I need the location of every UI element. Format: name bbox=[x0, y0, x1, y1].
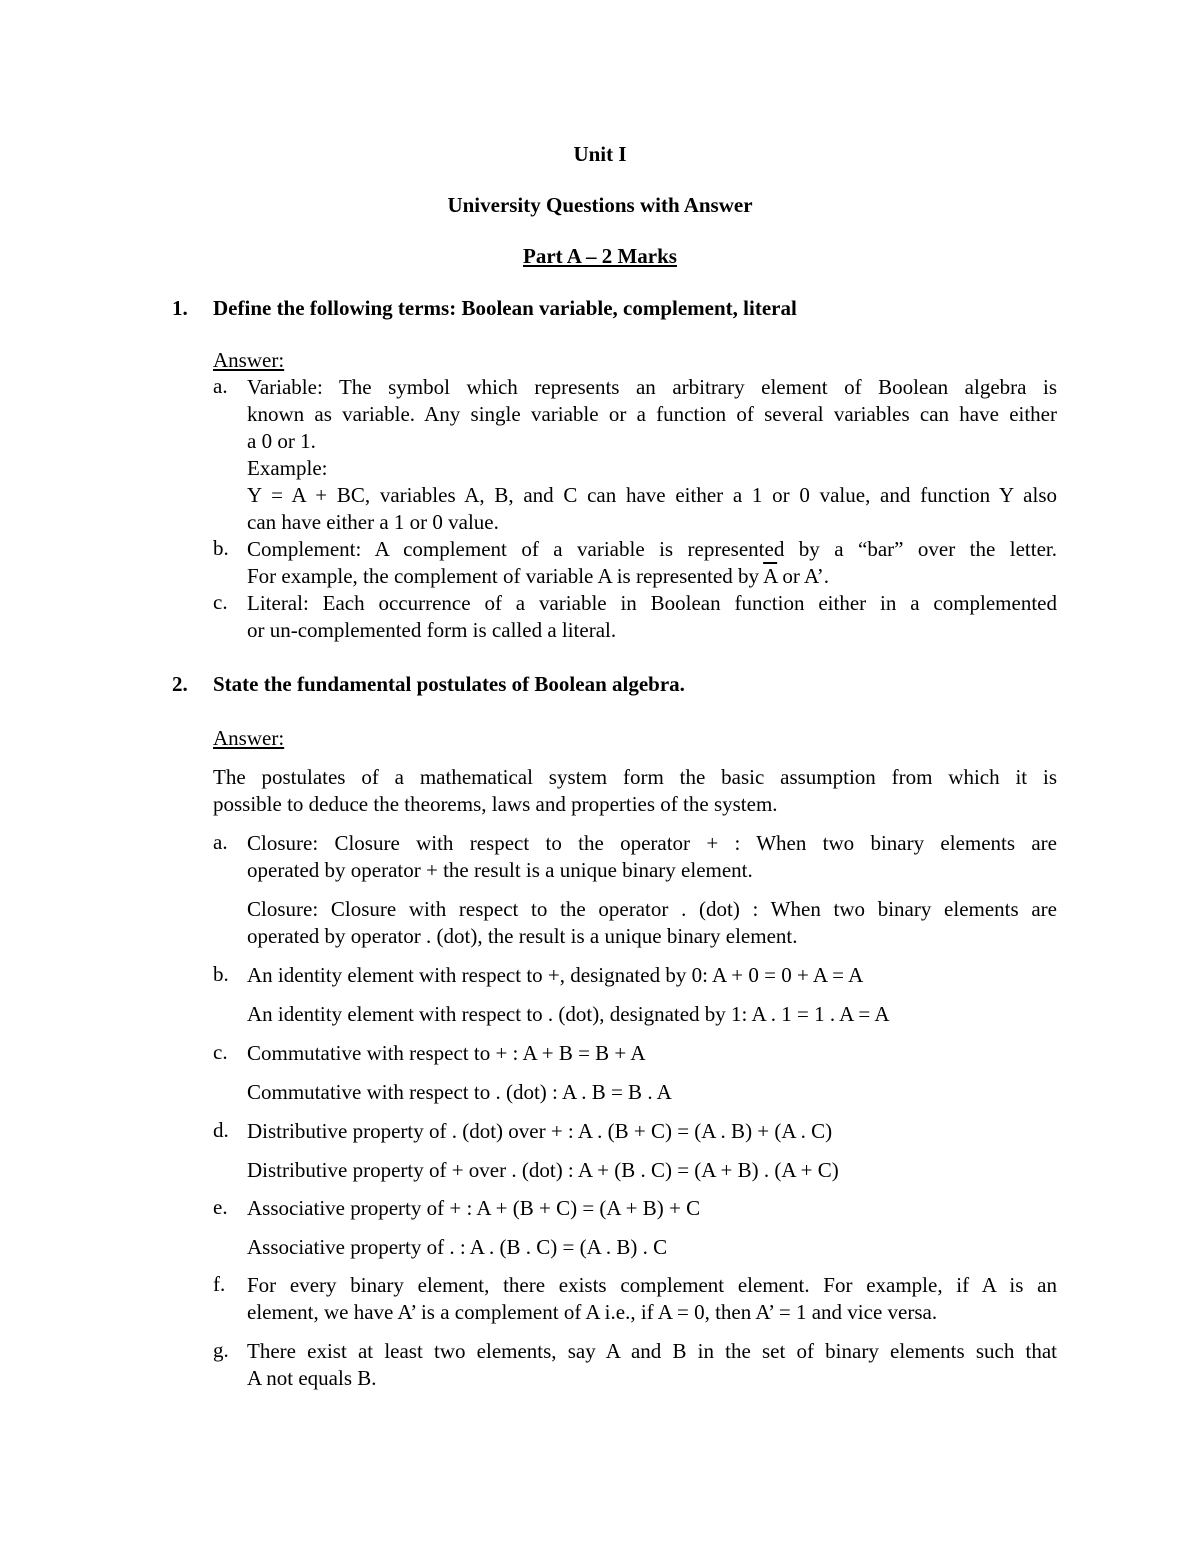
q1-item-c bbox=[247, 590, 1057, 644]
q2-g-line: There exist at least two elements, say A and B in the set of binary elements such that bbox=[247, 1339, 1057, 1363]
q1-c-line: Literal: Each occurrence of a variable in Boolean function either in a complemented bbox=[247, 591, 1057, 615]
part-heading: Part A – 2 Marks bbox=[523, 244, 677, 268]
q2-a-line: Closure: Closure with respect to the operator . (dot) : When two binary elements are bbox=[247, 897, 1057, 921]
q1-item-b-marker: b. bbox=[213, 536, 229, 560]
q1-b-line: Complement: A complement of a variable is represented by a “bar” over the letter. bbox=[247, 537, 1057, 561]
q2-intro bbox=[213, 764, 1057, 818]
q2-c-line: Commutative with respect to + : A + B = B + A bbox=[247, 1041, 646, 1065]
q2-intro-line: The postulates of a mathematical system form the basic assumption from which it is bbox=[213, 765, 1057, 789]
q2-item-c-p2 bbox=[247, 1079, 1057, 1106]
q2-item-b-marker: b. bbox=[213, 962, 229, 986]
q1-item-c-marker: c. bbox=[213, 590, 228, 614]
q1-item-a-marker: a. bbox=[213, 374, 228, 398]
unit-title: Unit I bbox=[573, 142, 627, 166]
q2-answer-label: Answer: bbox=[213, 726, 285, 750]
q2-item-a-p2 bbox=[247, 896, 1057, 950]
document-subtitle: University Questions with Answer bbox=[447, 193, 753, 217]
q2-answer-label-wrap bbox=[213, 726, 284, 751]
q2-item-f bbox=[247, 1272, 1057, 1326]
q2-d-line: Distributive property of + over . (dot) : A + (B . C) = (A + B) . (A + C) bbox=[247, 1158, 839, 1182]
q1-a-line: a 0 or 1. bbox=[247, 429, 316, 453]
q2-d-line: Distributive property of . (dot) over + : A . (B + C) = (A . B) + (A . C) bbox=[247, 1119, 833, 1143]
q2-item-a-marker: a. bbox=[213, 830, 228, 854]
q1-b-text-end: or A’. bbox=[777, 564, 830, 588]
q1-a-line: Y = A + BC, variables A, B, and C can have either a 1 or 0 value, and function Y also bbox=[247, 483, 1057, 507]
q2-item-d-marker: d. bbox=[213, 1118, 229, 1142]
q2-f-line: element, we have A’ is a complement of A i.e., if A = 0, then A’ = 1 and vice versa. bbox=[247, 1300, 938, 1324]
q2-e-line: Associative property of + : A + (B + C) = (A + B) + C bbox=[247, 1196, 701, 1220]
q2-item-a-p1 bbox=[247, 830, 1057, 884]
q2-item-c-marker: c. bbox=[213, 1040, 228, 1064]
part-heading-wrap bbox=[0, 244, 1200, 269]
q1-b-line-2 bbox=[247, 563, 1057, 590]
q1-a-line: Example: bbox=[247, 456, 328, 480]
q2-e-line: Associative property of . : A . (B . C) = (A . B) . C bbox=[247, 1235, 668, 1259]
q2-intro-line: possible to deduce the theorems, laws and properties of the system. bbox=[213, 792, 778, 816]
q2-item-d-p1 bbox=[247, 1118, 1057, 1145]
question-1-number: 1. bbox=[172, 296, 188, 320]
q2-a-line: operated by operator + the result is a unique binary element. bbox=[247, 858, 753, 882]
q2-a-line: Closure: Closure with respect to the operator + : When two binary elements are bbox=[247, 831, 1057, 855]
q2-c-line: Commutative with respect to . (dot) : A . B = B . A bbox=[247, 1080, 672, 1104]
q2-item-d-p2 bbox=[247, 1157, 1057, 1184]
q1-answer-label-wrap bbox=[213, 348, 284, 373]
q2-item-e-p2 bbox=[247, 1234, 1057, 1261]
q2-item-e-p1 bbox=[247, 1195, 1057, 1222]
question-2-text: State the fundamental postulates of Boolean algebra. bbox=[213, 672, 685, 696]
q1-item-a bbox=[247, 374, 1057, 536]
q1-item-b bbox=[247, 536, 1057, 590]
q2-item-f-marker: f. bbox=[213, 1272, 226, 1296]
q2-g-line: A not equals B. bbox=[247, 1366, 377, 1390]
q2-item-e-marker: e. bbox=[213, 1195, 228, 1219]
q1-a-line: known as variable. Any single variable or a function of several variables can have either bbox=[247, 402, 1057, 426]
question-2-number: 2. bbox=[172, 672, 188, 696]
q1-b-text: For example, the complement of variable A is represented by bbox=[247, 564, 764, 588]
q1-c-line: or un-complemented form is called a literal. bbox=[247, 618, 617, 642]
q2-item-b-p1 bbox=[247, 962, 1057, 989]
q1-a-line: can have either a 1 or 0 value. bbox=[247, 510, 499, 534]
question-1-text: Define the following terms: Boolean variable, complement, literal bbox=[213, 296, 797, 320]
q2-item-g-marker: g. bbox=[213, 1338, 229, 1362]
q2-a-line: operated by operator . (dot), the result is a unique binary element. bbox=[247, 924, 798, 948]
q1-a-line: Variable: The symbol which represents an arbitrary element of Boolean algebra is bbox=[247, 375, 1057, 399]
q1-answer-label: Answer: bbox=[213, 348, 285, 372]
q2-b-line: An identity element with respect to +, designated by 0: A + 0 = 0 + A = A bbox=[247, 963, 864, 987]
q2-item-g bbox=[247, 1338, 1057, 1392]
q2-b-line: An identity element with respect to . (dot), designated by 1: A . 1 = 1 . A = A bbox=[247, 1002, 890, 1026]
q2-item-c-p1 bbox=[247, 1040, 1057, 1067]
q2-f-line: For every binary element, there exists complement element. For example, if A is an bbox=[247, 1273, 1057, 1297]
q2-item-b-p2 bbox=[247, 1001, 1057, 1028]
a-bar-symbol: $\overline{A}$ bbox=[763, 564, 778, 588]
